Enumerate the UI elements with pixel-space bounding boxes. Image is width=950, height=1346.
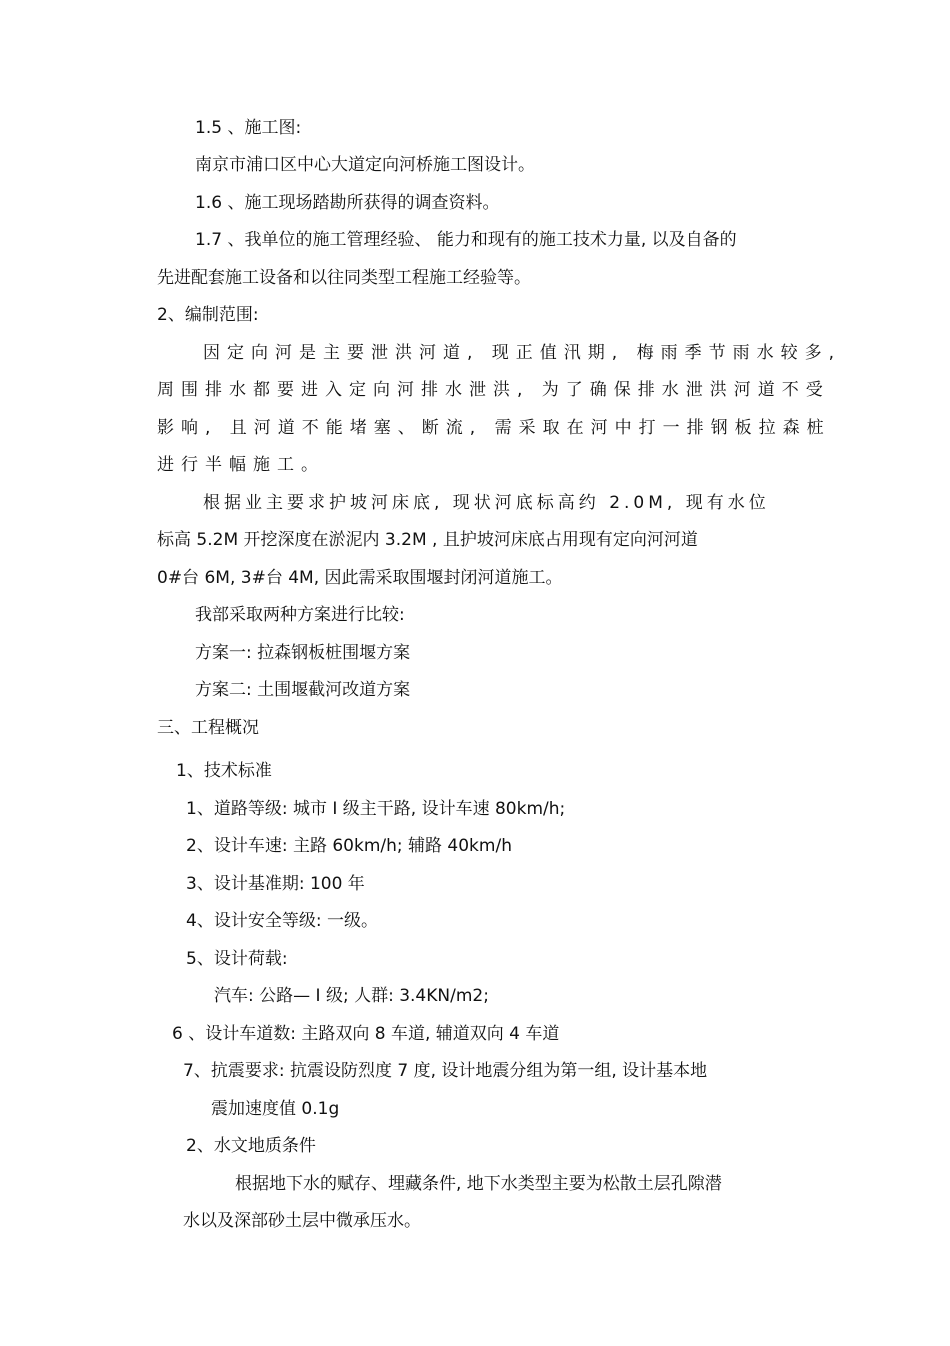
paragraph-line: 影响, 且河道不能堵塞、断流, 需采取在河中打一排钢板拉森桩 [157,418,831,438]
paragraph-line: 水以及深部砂土层中微承压水。 [183,1211,421,1231]
list-item-continuation: 震加速度值 0.1g [211,1099,340,1119]
option-two: 方案二: 土围堰截河改道方案 [195,680,411,700]
list-item: 5、设计荷载: [186,949,288,969]
list-item: 3、设计基准期: 100 年 [186,874,365,894]
list-item: 7、抗震要求: 抗震设防烈度 7 度, 设计地震分组为第一组, 设计基本地 [183,1061,708,1081]
paragraph-line: 标高 5.2M 开挖深度在淤泥内 3.2M , 且护坡河床底占用现有定向河河道 [157,530,698,550]
subsection-technical-standards: 1、技术标准 [176,761,272,781]
list-item: 2、设计车速: 主路 60km/h; 辅路 40km/h [186,836,512,856]
paragraph-line: 我部采取两种方案进行比较: [195,605,405,625]
paragraph-line: 因定向河是主要泄洪河道, 现正值汛期, 梅雨季节雨水较多, [203,343,842,363]
paragraph-line: 根据业主要求护坡河床底, 现状河底标高约 2.0M, 现有水位 [203,493,770,513]
list-item: 4、设计安全等级: 一级。 [186,911,378,931]
list-item: 6 、设计车道数: 主路双向 8 车道, 辅道双向 4 车道 [172,1024,560,1044]
section-1-7-heading: 1.7 、我单位的施工管理经验、 能力和现有的施工技术力量, 以及自备的 [195,230,737,250]
list-item: 1、道路等级: 城市 Ⅰ 级主干路, 设计车速 80km/h; [186,799,566,819]
section-1-6-heading: 1.6 、施工现场踏勘所获得的调查资料。 [195,193,500,213]
paragraph-line: 周围排水都要进入定向河排水泄洪, 为了确保排水泄洪河道不受 [157,380,830,400]
paragraph-line: 根据地下水的赋存、埋藏条件, 地下水类型主要为松散土层孔隙潜 [235,1174,722,1194]
paragraph-line: 进行半幅施工。 [157,455,325,475]
option-one: 方案一: 拉森钢板桩围堰方案 [195,643,411,663]
subsection-hydrogeology: 2、水文地质条件 [186,1136,316,1156]
section-2-heading: 2、编制范围: [157,305,259,325]
list-item-detail: 汽车: 公路— Ⅰ 级; 人群: 3.4KN/m2; [214,986,489,1006]
paragraph-line: 0#台 6M, 3#台 4M, 因此需采取围堰封闭河道施工。 [157,568,563,588]
paragraph-line: 先进配套施工设备和以往同类型工程施工经验等。 [157,268,531,288]
section-3-heading: 三、工程概况 [157,718,259,738]
paragraph-line: 南京市浦口区中心大道定向河桥施工图设计。 [195,155,535,175]
section-1-5-heading: 1.5 、施工图: [195,118,302,138]
